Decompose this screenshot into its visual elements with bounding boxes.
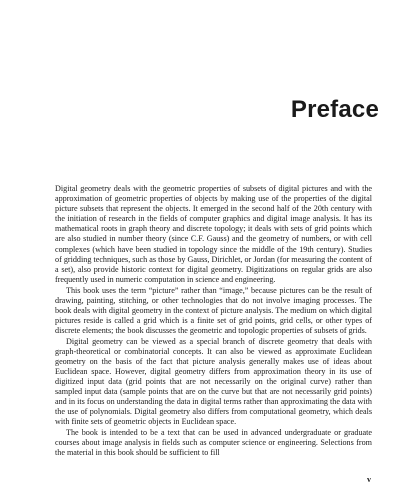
paragraph-2: This book uses the term “picture” rather than “image,” because pictures can be the result of drawing, painting, stitching, or other technologies that do not involve imaging processes. The book deals with digital geometry in the context of picture analysis. The medium on which digital pictures reside is called a grid which is a finite set of grid points, grid cells, or other types of discrete elements; the book discusses the geometric and topologic properties of subsets of grids.: [55, 285, 372, 335]
chapter-title: Preface: [290, 96, 379, 123]
paragraph-3: Digital geometry can be viewed as a special branch of discrete geometry that deals with graph-theoretical or combinatorial concepts. It can also be viewed as approximate Euclidean geometry on the basis of the fact that picture analysis generally makes use of ideas about Euclidean space. However, digital geometry differs from approximation theory in its use of digitized input data (grid points that are not necessarily on the original curve) rather than sampled input data (sample points that are on the curve but that are not necessarily grid points) and in its focus on understanding the data in digital terms rather than approximating the data with the use of polynomials. Digital geometry also differs from computational geometry, which deals with finite sets of geometric objects in Euclidean space.: [55, 336, 372, 427]
paragraph-1: Digital geometry deals with the geometric properties of subsets of digital pictures and with the approximation of geometric properties of objects by making use of the properties of the digital picture subsets that represent the objects. It emerged in the second half of the 20th century with the initiation of research in the fields of computer graphics and digital image analysis. It has its mathematical roots in graph theory and discrete topology; it deals with sets of grid points which are also studied in number theory (since C.F. Gauss) and the geometry of numbers, or with cell complexes (which have been studied in topology since the middle of the 19th century). Studies of gridding techniques, such as those by Gauss, Dirichlet, or Jordan (for measuring the content of a set), also provide historic context for digital geometry. Digitizations on regular grids are also frequently used in numeric computation in science and engineering.: [55, 184, 372, 284]
preface-body: [55, 184, 372, 459]
page-number: v: [367, 475, 371, 484]
paragraph-4: The book is intended to be a text that can be used in advanced undergraduate or graduate courses about image analysis in fields such as computer science or engineering. Selections from the material in this book should be sufficient to fill: [55, 428, 372, 458]
